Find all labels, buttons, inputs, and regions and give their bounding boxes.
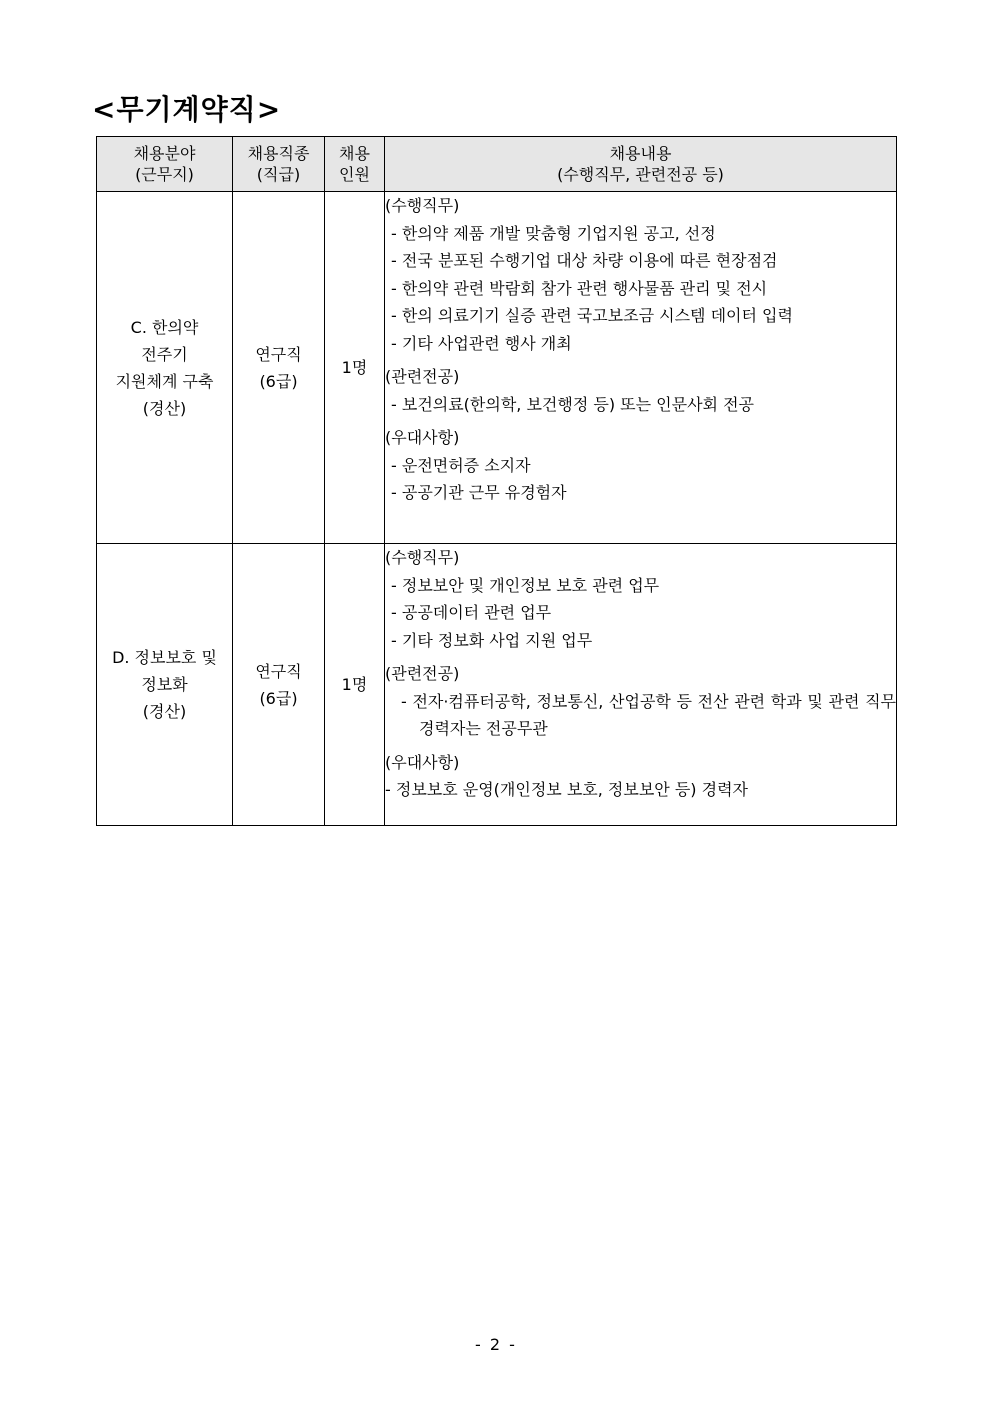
section-major-title: (관련전공) [385, 664, 460, 683]
list-item: - 정보보안 및 개인정보 보호 관련 업무 [391, 575, 660, 595]
count-cell: 1명 [325, 544, 385, 826]
section-duties-title: (수행직무) [385, 196, 460, 215]
section-preference-title: (우대사항) [385, 428, 460, 447]
table-header-row [97, 137, 897, 192]
list-item: - 전국 분포된 수행기업 대상 차량 이용에 따른 현장점검 [391, 251, 778, 270]
field-cell: C. 한의약 전주기 지원체계 구축 (경산) [97, 192, 233, 544]
count-cell: 1명 [325, 192, 385, 544]
field-cell: D. 정보보호 및 정보화 (경산) [97, 544, 233, 826]
table-row [97, 544, 897, 826]
recruitment-table [96, 136, 897, 826]
list-item: - 정보보호 운영(개인정보 보호, 정보보안 등) 경력자 [385, 780, 748, 799]
section-major-title: (관련전공) [385, 367, 460, 386]
list-item: - 운전면허증 소지자 [391, 455, 531, 475]
page-title: <무기계약직> [92, 93, 282, 126]
header-type: 채용직종 (직급) [233, 137, 325, 192]
header-field: 채용분야 (근무지) [97, 137, 233, 192]
section-preference-title: (우대사항) [385, 752, 460, 772]
content-cell [385, 544, 897, 826]
table-row [97, 192, 897, 544]
type-cell: 연구직 (6급) [233, 192, 325, 544]
list-item: - 공공기관 근무 유경험자 [391, 483, 567, 502]
list-item: - 한의약 관련 박람회 참가 관련 행사물품 관리 및 전시 [391, 278, 768, 298]
header-count: 채용 인원 [325, 137, 385, 192]
list-item: - 한의약 제품 개발 맞춤형 기업지원 공고, 선정 [391, 223, 716, 243]
list-item: - 보건의료(한의학, 보건행정 등) 또는 인문사회 전공 [391, 394, 754, 414]
list-item: - 한의 의료기기 실증 관련 국고보조금 시스템 데이터 입력 [391, 306, 793, 325]
list-item: - 전자·컴퓨터공학, 정보통신, 산업공학 등 전산 관련 학과 및 관련 직무 경력자는 전공무관 [401, 691, 896, 738]
list-item: - 기타 정보화 사업 지원 업무 [391, 630, 593, 650]
page-number: - 2 - [475, 1335, 517, 1354]
header-content: 채용내용 (수행직무, 관련전공 등) [385, 137, 897, 192]
section-duties-title: (수행직무) [385, 548, 460, 567]
content-cell [385, 192, 897, 544]
list-item: - 공공데이터 관련 업무 [391, 603, 552, 622]
type-cell: 연구직 (6급) [233, 544, 325, 826]
list-item: - 기타 사업관련 행사 개최 [391, 333, 572, 353]
